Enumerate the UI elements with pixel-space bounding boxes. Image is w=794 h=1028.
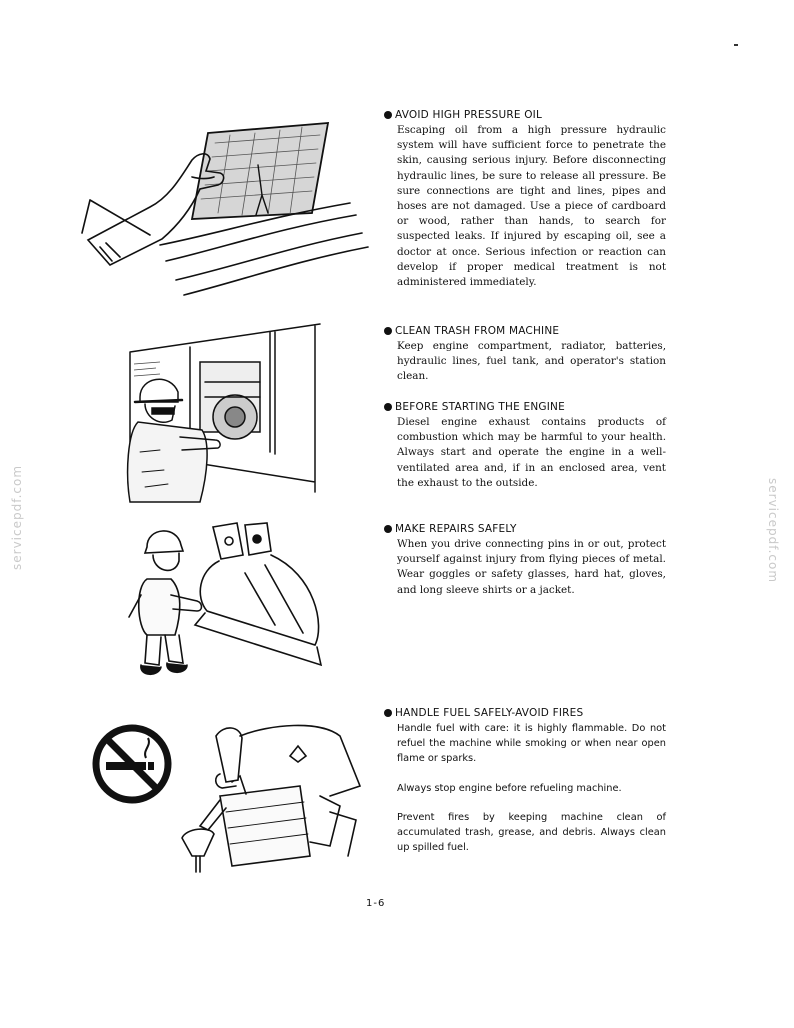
section-heading-text: CLEAN TRASH FROM MACHINE [395, 325, 560, 337]
section-paragraph: Prevent fires by keeping machine clean of accumulated trash, grease, and debris. Always clean up spilled fuel. [397, 811, 666, 854]
section-before-starting-engine [384, 400, 666, 491]
refueling-illustration [180, 716, 365, 874]
section-heading [384, 324, 666, 338]
section-heading-text: MAKE REPAIRS SAFELY [395, 523, 517, 535]
no-smoking-icon [90, 722, 174, 806]
section-paragraph: When you drive connecting pins in or out, protect yourself against injury from flying pieces of metal. Wear goggles or safety glasses, hard hat, gloves, and long sleeve shirts or a jacket. [397, 538, 666, 596]
section-heading-text: HANDLE FUEL SAFELY-AVOID FIRES [395, 707, 584, 719]
section-heading-text: AVOID HIGH PRESSURE OIL [395, 109, 543, 121]
engine-compartment-illustration [120, 322, 325, 507]
section-heading [384, 522, 666, 536]
bullet-icon [384, 403, 392, 411]
section-paragraph: Keep engine compartment, radiator, batteries, hydraulic lines, fuel tank, and operator's station clean. [397, 340, 666, 383]
bullet-icon [384, 111, 392, 119]
section-paragraph: Always stop engine before refueling machine. [397, 782, 622, 794]
repair-bucket-illustration [125, 515, 335, 690]
watermark-right: servicepdf.com [766, 478, 780, 584]
section-handle-fuel-safely [384, 706, 666, 855]
page-number: 1-6 [366, 898, 386, 909]
section-heading [384, 400, 666, 414]
section-make-repairs-safely [384, 522, 666, 598]
bullet-icon [384, 709, 392, 717]
bullet-icon [384, 327, 392, 335]
section-heading [384, 108, 666, 122]
section-clean-trash [384, 324, 666, 385]
section-paragraph: Handle fuel with care: it is highly flammable. Do not refuel the machine while smoking or when near open flame or sparks. [397, 723, 666, 765]
scan-speck [734, 44, 738, 46]
bullet-icon [384, 525, 392, 533]
section-paragraph: Escaping oil from a high pressure hydraulic system will have sufficient force to penetrate the skin, causing serious injury. Before disconnecting hydraulic lines, be sure to release all pressure. Be sure connections are tight and lines, pipes and hoses are not damaged. Use a piece of cardboard or wood, rather than hands, to search for suspected leaks. If injured by escaping oil, see a doctor at once. Serious infection or reaction can develop if proper medical treatment is not administered immediately. [397, 124, 666, 289]
section-heading-text: BEFORE STARTING THE ENGINE [395, 401, 565, 413]
high-pressure-oil-illustration [80, 115, 370, 300]
section-heading [384, 706, 666, 720]
section-avoid-high-pressure-oil [384, 108, 666, 290]
section-paragraph: Diesel engine exhaust contains products of combustion which may be harmful to your health. Always start and operate the engine in a well-ventilated area and, if in an enclosed area, vent the exhaust to the outside. [397, 416, 666, 489]
watermark-left: servicepdf.com [10, 464, 24, 570]
